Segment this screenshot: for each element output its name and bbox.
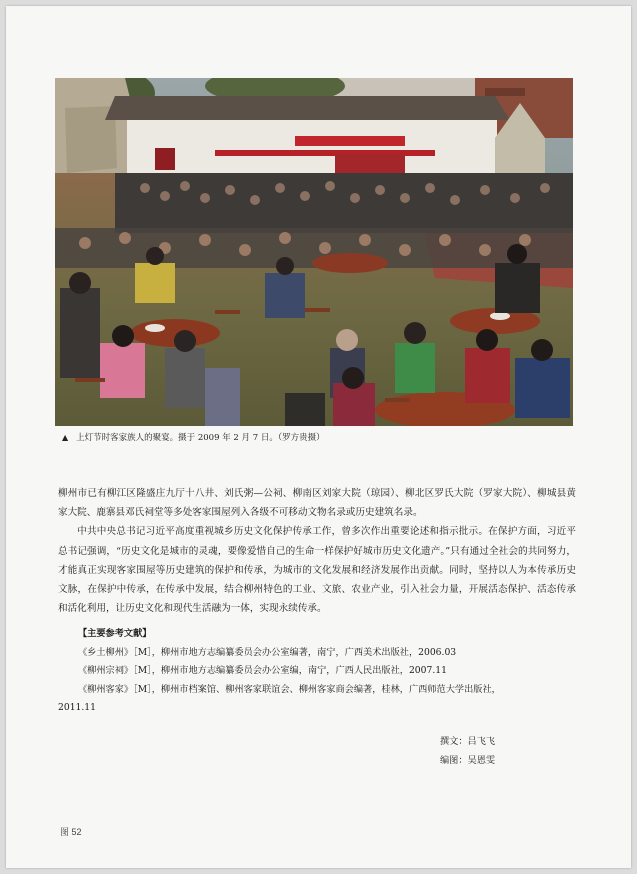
- reference-item: 《乡土柳州》［M］，柳州市地方志编纂委员会办公室编著，南宁，广西美术出版社，2006.03: [78, 646, 457, 658]
- credits: [440, 732, 495, 770]
- body-text: [58, 484, 576, 618]
- references-section: [58, 625, 576, 718]
- paragraph-1: 柳州市已有柳江区隆盛庄九厅十八井、刘氏粥—公祠、柳南区刘家大院（琼园）、柳北区罗氏大院（罗家大院）、柳城县黄家大院、鹿寨县邓氏祠堂等多处客家围屋列入各级不可移动文物名录或历史建筑名录。: [58, 488, 576, 519]
- paragraph-2: 中共中央总书记习近平高度重视城乡历史文化保护传承工作，曾多次作出重要论述和指示批示。在保护方面，习近平总书记强调，“历史文化是城市的灵魂，要像爱惜自己的生命一样保护好城市历史文化遗产。”只有通过全社会的共同努力，才能真正实现客家围屋等历史建筑的保护和传承，为城市的文化发展和经济发展作出贡献。同时，坚持以人为本传承历史文脉，在保护中传承，在传承中发展，结合柳州特色的工业、文旅、农业产业，引入社会力量，开展活态保护、活态传承和活化利用，让历史文化和现代生活融为一体，实现永续传承。: [58, 526, 576, 615]
- reference-item: 《柳州客家》［M］，柳州市档案馆、柳州客家联谊会、柳州客家商会编著，桂林，广西师范大学出版社，: [78, 683, 501, 695]
- caption-marker: ▲: [62, 433, 69, 442]
- photo-caption: [62, 432, 562, 444]
- reference-item: 《柳州宗祠》［M］，柳州市地方志编纂委员会办公室编，南宁，广西人民出版社，2007.11: [78, 665, 447, 676]
- references-title: 【主要参考文献】: [78, 628, 152, 639]
- writer-credit: 撰文：吕飞飞: [440, 736, 496, 747]
- feast-photo: [55, 78, 573, 426]
- page-number: 图 52: [60, 827, 82, 837]
- editor-credit: 编图：吴恩雯: [440, 755, 496, 766]
- feast-photo-illustration: [55, 78, 573, 426]
- reference-item-continuation: 2011.11: [58, 702, 96, 713]
- caption-text: 上灯节时客家族人的聚宴。摄于 2009 年 2 月 7 日。（罗方贵摄）: [76, 433, 325, 443]
